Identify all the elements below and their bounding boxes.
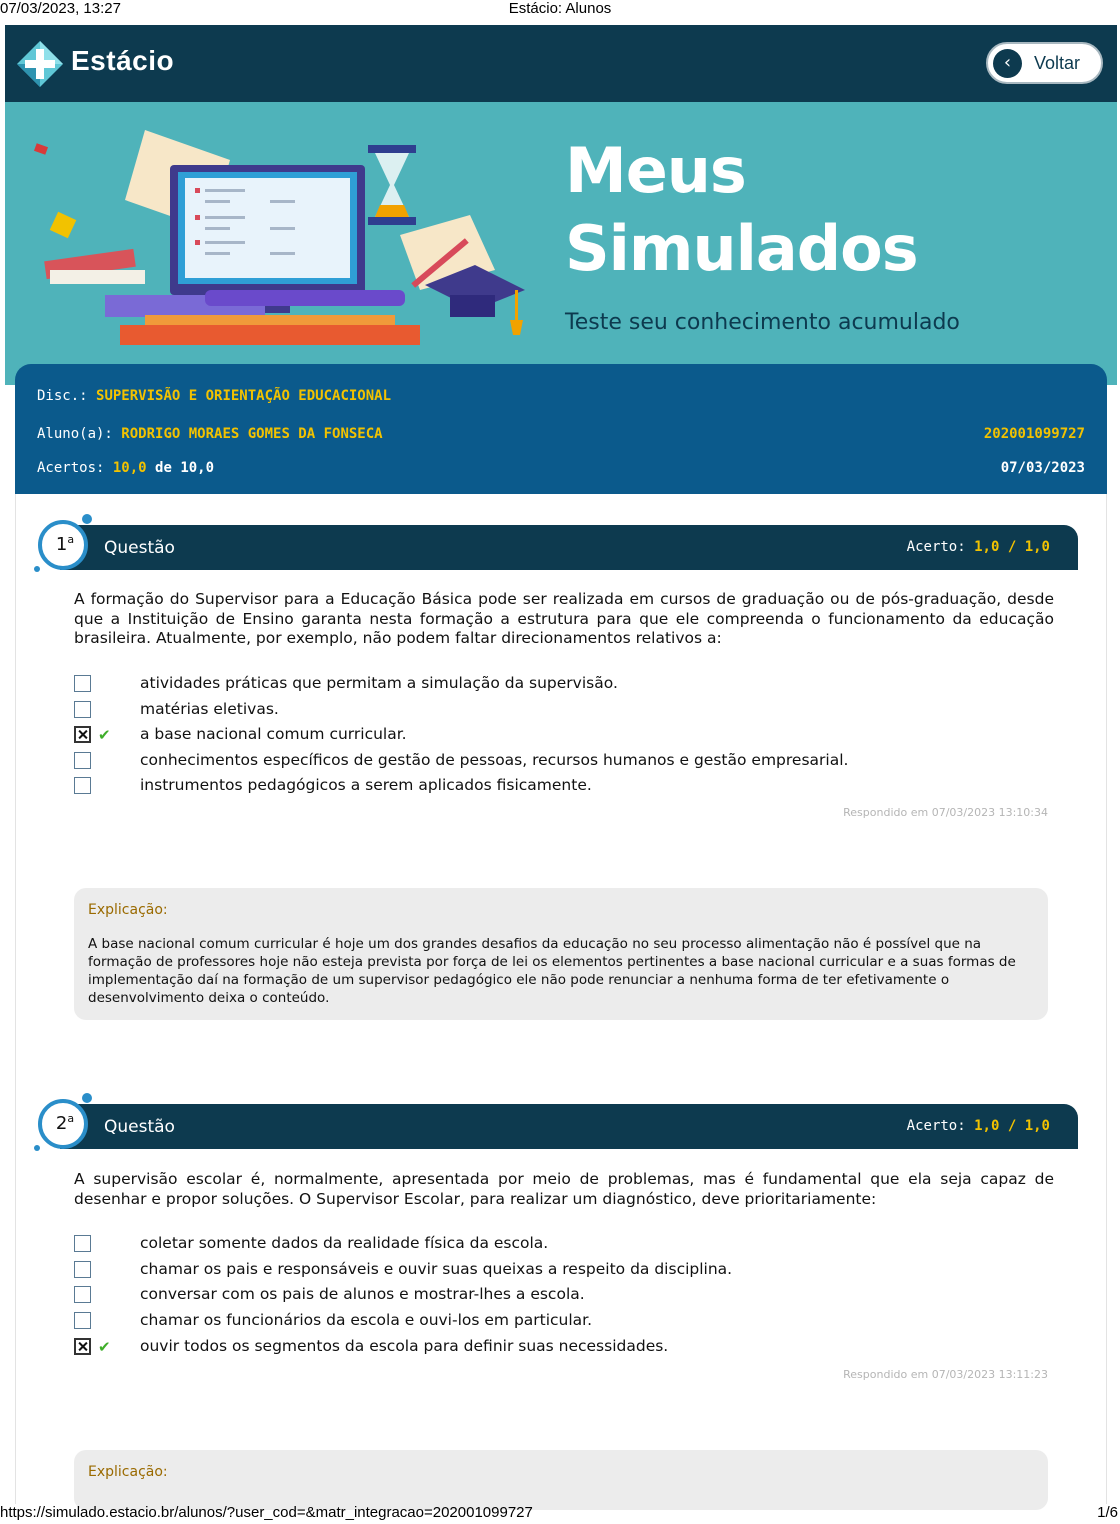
discipline-label: Disc.: [37, 388, 88, 404]
answer-option-label: coletar somente dados da realidade física da escola. [140, 1234, 549, 1252]
back-button[interactable] [986, 42, 1103, 84]
question-score-total: / 1,0 [1007, 1118, 1050, 1134]
answered-timestamp: Respondido em 07/03/2023 13:11:23 [843, 1368, 1048, 1381]
explanation-box [74, 888, 1048, 1020]
back-button-label: Voltar [1034, 53, 1081, 73]
question-score-value: 1,0 [974, 539, 1000, 555]
score-row [37, 460, 214, 476]
hero-banner [5, 102, 1117, 385]
top-bar [5, 25, 1117, 102]
estacio-logo-icon [15, 39, 65, 89]
check-icon: ✔ [98, 1338, 111, 1356]
question-text: A supervisão escolar é, normalmente, apresentada por meio de problemas, mas é fundamental que ela seja capaz de desenhar e propor soluções. O Supervisor Escolar, para realizar um diagnóstico, deve prioritariamente: [74, 1170, 1054, 1208]
print-title: Estácio: Alunos [508, 0, 612, 17]
checkbox-icon[interactable] [74, 701, 91, 718]
answer-option-label: ouvir todos os segmentos da escola para definir suas necessidades. [140, 1337, 669, 1355]
discipline-row [37, 388, 391, 404]
page-title-line1: Meus [565, 134, 746, 207]
check-icon: ✔ [98, 726, 111, 744]
question-label: Questão [104, 538, 175, 558]
study-illustration [25, 120, 545, 360]
checkbox-checked-icon[interactable] [74, 1338, 91, 1355]
checkbox-icon[interactable] [74, 1235, 91, 1252]
explanation-text: A base nacional comum curricular é hoje um dos grandes desafios da educação no seu processo alimentação não é possível que na formação de professores hoje não esteja prevista por força de lei os elementos pertinentes a base nacional curricular e a suas formas de implementação daí na formação de um supervisor pedagógico ele não pode renunciar a nenhuma forma de ter efetivamente o desenvolvimento deixa o conteúdo. [88, 936, 1016, 1006]
question-number: 1 [55, 534, 68, 555]
chevron-left-icon: ‹ [993, 49, 1022, 78]
checkbox-icon[interactable] [74, 1312, 91, 1329]
logo-text: Estácio [71, 45, 175, 76]
print-header [0, 0, 1120, 18]
question-text: A formação do Supervisor para a Educação Básica pode ser realizada em cursos de graduação ou de pós-graduação, desde que a Instituição de Ensino garanta nesta formação a estrutura para que ele compreenda o funcionamento da educação brasileira. Atualmente, por exemplo, não podem faltar direcionamentos relativos a: [74, 590, 1054, 647]
answer-option-label: chamar os pais e responsáveis e ouvir suas queixas a respeito da disciplina. [140, 1260, 733, 1278]
student-registration: 202001099727 [983, 426, 1085, 442]
question-score-value: 1,0 [974, 1118, 1000, 1134]
question-number-badge [34, 1095, 94, 1155]
score-value: 10,0 [112, 460, 147, 476]
question-ordinal: a [67, 533, 75, 546]
answered-timestamp: Respondido em 07/03/2023 13:10:34 [843, 806, 1048, 819]
question-score [907, 1118, 1050, 1134]
checkbox-icon[interactable] [74, 777, 91, 794]
student-name: RODRIGO MORAES GOMES DA FONSECA [121, 426, 383, 442]
question-label: Questão [104, 1117, 175, 1137]
question-header [60, 1104, 1078, 1149]
question-score-label: Acerto: [906, 539, 966, 555]
answer-option-label: conhecimentos específicos de gestão de pessoas, recursos humanos e gestão empresarial. [140, 751, 849, 769]
content-border-left [15, 494, 16, 1504]
print-datetime: 07/03/2023, 13:27 [0, 0, 121, 17]
checkbox-icon[interactable] [74, 1261, 91, 1278]
score-total: de 10,0 [155, 460, 215, 476]
explanation-title: Explicação: [88, 902, 168, 918]
question-score [907, 539, 1050, 555]
checkbox-icon[interactable] [74, 752, 91, 769]
exam-date: 07/03/2023 [1000, 460, 1085, 476]
question-ordinal: a [67, 1112, 75, 1125]
question-number-badge [34, 516, 94, 576]
question-number: 2 [55, 1113, 68, 1134]
answer-option-label: instrumentos pedagógicos a serem aplicados fisicamente. [140, 776, 592, 794]
page-subtitle: Teste seu conhecimento acumulado [565, 310, 960, 335]
discipline-value: SUPERVISÃO E ORIENTAÇÃO EDUCACIONAL [96, 388, 392, 404]
student-row [37, 426, 383, 442]
page-title-line2: Simulados [565, 212, 918, 285]
answer-option-label: conversar com os pais de alunos e mostrar-lhes a escola. [140, 1285, 585, 1303]
student-label: Aluno(a): [37, 426, 113, 442]
answer-option-label: matérias eletivas. [140, 700, 279, 718]
question-score-total: / 1,0 [1007, 539, 1050, 555]
explanation-box [74, 1450, 1048, 1510]
checkbox-icon[interactable] [74, 675, 91, 692]
checkbox-checked-icon[interactable] [74, 726, 91, 743]
print-page-number: 1/6 [1097, 1504, 1118, 1521]
answer-option-label: chamar os funcionários da escola e ouvi-los em particular. [140, 1311, 593, 1329]
question-header [60, 525, 1078, 570]
print-url: https://simulado.estacio.br/alunos/?user_cod=&matr_integracao=202001099727 [0, 1504, 533, 1521]
page-title [565, 132, 918, 288]
checkbox-icon[interactable] [74, 1286, 91, 1303]
student-info-panel [15, 364, 1107, 494]
content-border-right [1106, 494, 1107, 1504]
score-label: Acertos: [37, 460, 105, 476]
explanation-title: Explicação: [88, 1464, 168, 1480]
print-footer [0, 1504, 1120, 1524]
question-score-label: Acerto: [906, 1118, 966, 1134]
answer-option-label: atividades práticas que permitam a simulação da supervisão. [140, 674, 618, 692]
answer-option-label: a base nacional comum curricular. [140, 725, 407, 743]
